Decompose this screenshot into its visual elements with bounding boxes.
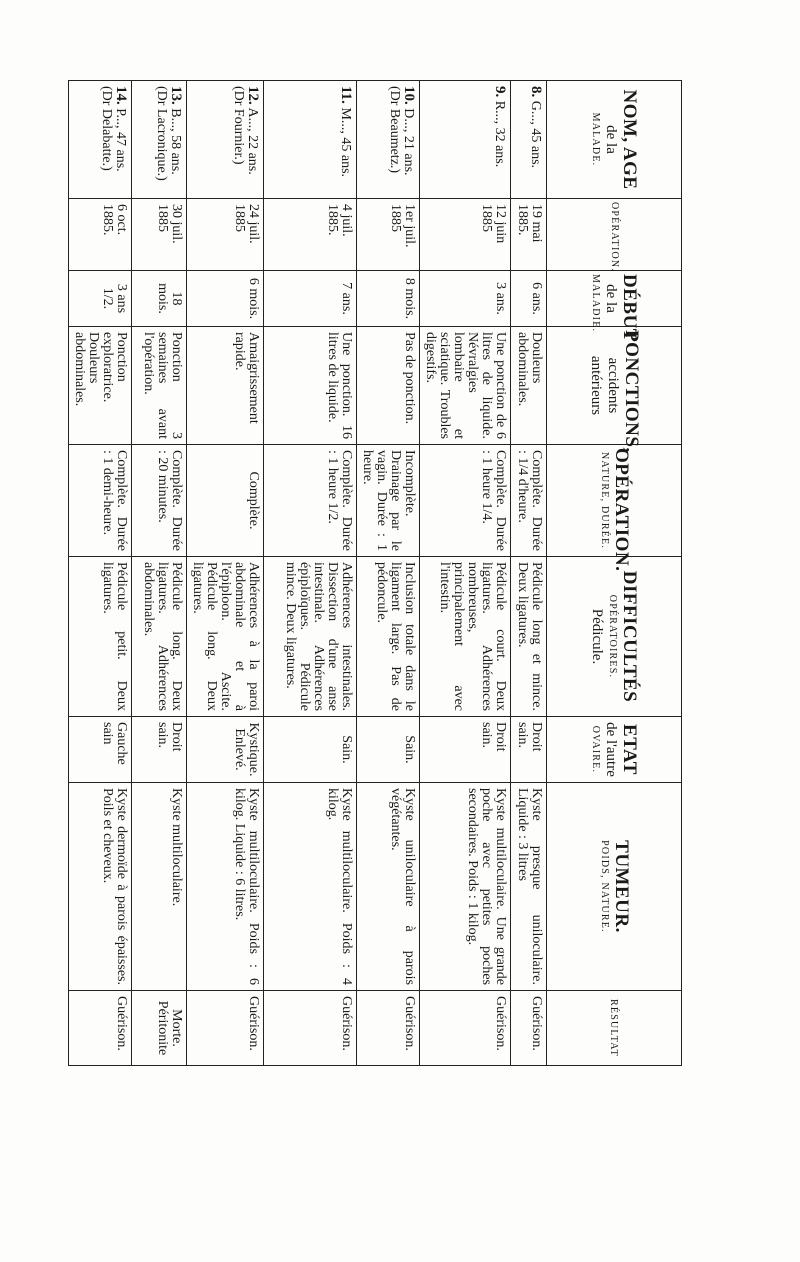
header-row	[547, 81, 682, 1066]
table-row	[132, 81, 187, 1066]
cell-ponctions: Une ponction. 16 litres de liquide.	[264, 327, 357, 445]
header-etat: ETAT de l'autre OVAIRE.	[547, 717, 682, 783]
case-table	[68, 80, 682, 1066]
cell-debut: 8 mois.	[357, 271, 420, 327]
cell-operation: Incomplète. Drainage par le vagin. Durée : 1 heure.	[357, 445, 420, 557]
cell-difficultes: Pédicule court. Deux ligatures. Adhérences nombreuses, principalement avec l'intestin.	[420, 557, 511, 717]
cell-operation: Complète. Durée : 1 heure 1/2.	[264, 445, 357, 557]
cell-ponctions: Pas de ponction.	[357, 327, 420, 445]
cell-debut: 7 ans.	[264, 271, 357, 327]
header-difficultes: DIFFICULTÉS OPÉRATOIRES. Pédicule.	[547, 557, 682, 717]
table-row	[69, 81, 132, 1066]
cell-etat: Sain.	[264, 717, 357, 783]
cell-date: 6 oct. 1885.	[69, 199, 132, 271]
table-body	[69, 81, 547, 1066]
cell-etat: Droit sain.	[420, 717, 511, 783]
cell-etat: Kystique. Enlevé.	[187, 717, 264, 783]
cell-difficultes: Inclusion totale dans le ligament large. Pas de pédoncule.	[357, 557, 420, 717]
cell-ponctions: Amaigrissement rapide.	[187, 327, 264, 445]
cell-date: 24 juil. 1885	[187, 199, 264, 271]
header-operation-date: OPÉRATION.	[547, 199, 682, 271]
cell-operation: Complète. Durée : 1/4 d'heure.	[511, 445, 547, 557]
cell-date: 4 juil. 1885.	[264, 199, 357, 271]
cell-resultat: Guérison.	[357, 991, 420, 1066]
cell-patient: 11. M..., 45 ans.	[264, 81, 357, 199]
header-debut: DÉBUT de la MALADIE.	[547, 271, 682, 327]
cell-date: 30 juil. 1885	[132, 199, 187, 271]
cell-tumeur: Kyste multiloculaire. Une grande poche avec petites poches secondaires. Poids : 1 kilog.	[420, 783, 511, 991]
cell-difficultes: Adhérences à la paroi abdominale et à l'épiploon. Ascite. Pédicule long. Deux ligatures.	[187, 557, 264, 717]
cell-resultat: Guérison.	[264, 991, 357, 1066]
cell-tumeur: Kyste presque uniloculaire. Liquide : 3 litres	[511, 783, 547, 991]
cell-difficultes: Pédicule petit. Deux ligatures.	[69, 557, 132, 717]
cell-operation: Complète. Durée : 20 minutes.	[132, 445, 187, 557]
cell-ponctions: Douleurs abdominales.	[511, 327, 547, 445]
header-operation: OPÉRATION. NATURE, DURÉE.	[547, 445, 682, 557]
cell-patient: 10. D..., 21 ans. (Dr Beaumetz.)	[357, 81, 420, 199]
cell-ponctions: Ponction 3 semaines avant l'opération.	[132, 327, 187, 445]
cell-tumeur: Kyste dermoïde à parois épaisses. Poils et cheveux.	[69, 783, 132, 991]
cell-etat: Gauche sain	[69, 717, 132, 783]
cell-patient: 8. G..., 45 ans.	[511, 81, 547, 199]
cell-date: 12 juin 1885	[420, 199, 511, 271]
cell-resultat: Guérison.	[69, 991, 132, 1066]
cell-patient: 9. R..., 32 ans.	[420, 81, 511, 199]
cell-resultat: Guérison.	[187, 991, 264, 1066]
cell-difficultes: Pédicule long. Deux ligatures. Adhérences abdominales.	[132, 557, 187, 717]
cell-resultat: Guérison.	[420, 991, 511, 1066]
cell-patient: 12. A..., 22 ans. (Dr Fournier.)	[187, 81, 264, 199]
cell-tumeur: Kyste multiloculaire. Poids : 6 kilog. Liquide : 6 litres.	[187, 783, 264, 991]
cell-difficultes: Pédicule long et mince. Deux ligatures.	[511, 557, 547, 717]
cell-difficultes: Adhérences intestinales. Dissection d'une anse intestinale. Adhérences épiploïques. Pédicule mince. Deux ligatures.	[264, 557, 357, 717]
cell-tumeur: Kyste multiloculaire. Poids : 4 kilog.	[264, 783, 357, 991]
header-nom: NOM, AGE de la MALADE.	[547, 81, 682, 199]
table-row	[187, 81, 264, 1066]
cell-operation: Complète. Durée : 1 demi-heure.	[69, 445, 132, 557]
cell-ponctions: Ponction exploratrice. Douleurs abdominales.	[69, 327, 132, 445]
table-row	[264, 81, 357, 1066]
cell-debut: 6 mois.	[187, 271, 264, 327]
table-row	[420, 81, 511, 1066]
cell-etat: Droit sain.	[132, 717, 187, 783]
cell-patient: 13. B..., 58 ans. (Dr Lacronique.)	[132, 81, 187, 199]
header-resultat: RÉSULTAT	[547, 991, 682, 1066]
cell-resultat: Morte. Péritonite	[132, 991, 187, 1066]
cell-etat: Droit sain.	[511, 717, 547, 783]
cell-tumeur: Kyste uniloculaire à parois végétantes.	[357, 783, 420, 991]
cell-operation: Complète.	[187, 445, 264, 557]
cell-ponctions: Une ponction de 6 litres de liquide. Névralgies lombaire et sciatique. Troubles digestifs.	[420, 327, 511, 445]
cell-debut: 3 ans 1/2.	[69, 271, 132, 327]
header-tumeur: TUMEUR. POIDS, NATURE.	[547, 783, 682, 991]
cell-debut: 3 ans.	[420, 271, 511, 327]
cell-operation: Complète. Durée : 1 heure 1/4.	[420, 445, 511, 557]
cell-resultat: Guérison.	[511, 991, 547, 1066]
cell-date: 19 mai 1885.	[511, 199, 547, 271]
cell-debut: 18 mois.	[132, 271, 187, 327]
cell-date: 1er juil. 1885	[357, 199, 420, 271]
cell-tumeur: Kyste multiloculaire.	[132, 783, 187, 991]
cell-debut: 6 ans.	[511, 271, 547, 327]
header-ponctions: PONCTIONS, accidents antérieurs	[547, 327, 682, 445]
rotated-table-wrapper	[72, 80, 682, 1065]
cell-etat: Sain.	[357, 717, 420, 783]
cell-patient: 14. P..., 47 ans. (Dr Delabatte.)	[69, 81, 132, 199]
table-row	[357, 81, 420, 1066]
table-row	[511, 81, 547, 1066]
